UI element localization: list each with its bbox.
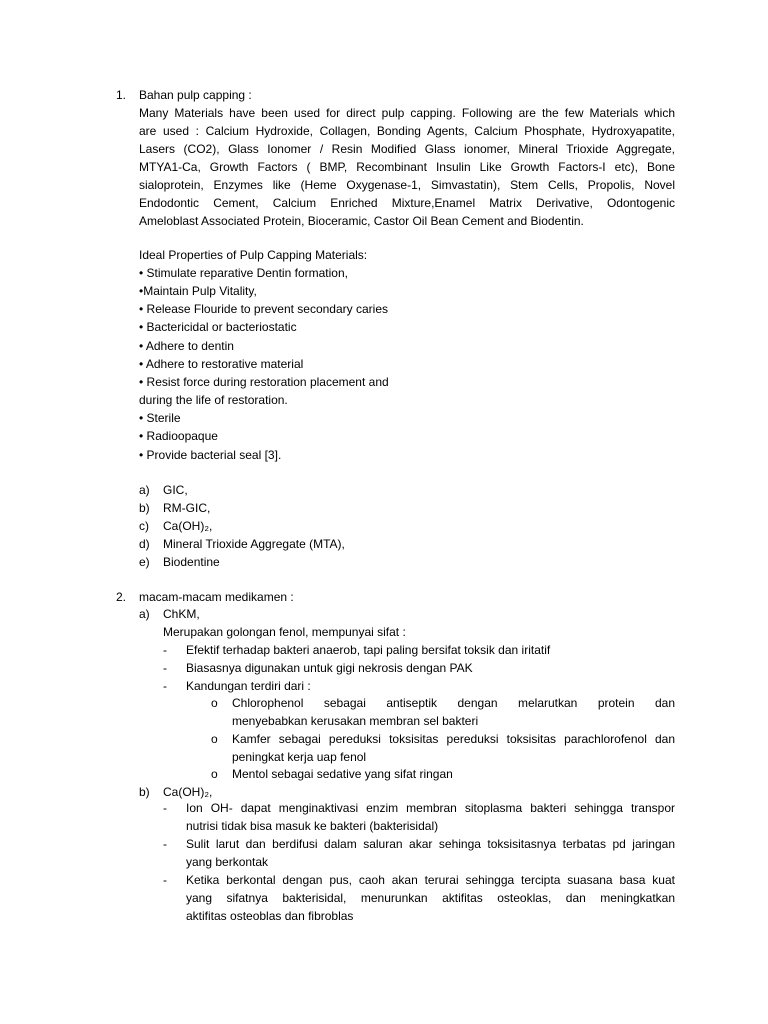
circle-marker: o <box>211 696 218 710</box>
material-label: b) <box>139 501 150 515</box>
section-1-number: 1. <box>116 88 127 102</box>
dash-marker: - <box>163 801 167 815</box>
ideal-property-item: • Release Flouride to prevent secondary caries <box>139 302 388 316</box>
material-item: Ca(OH)₂, <box>163 519 213 533</box>
ideal-property-item: • Radioopaque <box>139 429 218 443</box>
ideal-property-item: during the life of restoration. <box>139 393 288 407</box>
paragraph-line: Many Materials have been used for direct pulp capping. Following are the few Materials which <box>139 106 675 120</box>
dash-marker: - <box>163 873 167 887</box>
paragraph-line: Ameloblast Associated Protein, Bioceramic, Castor Oil Bean Cement and Biodentin. <box>139 214 584 228</box>
property-item: Sulit larut dan berdifusi dalam saluran akar sehinga toksisitasnya terbatas pd jaringan <box>186 837 675 851</box>
medicament-label: b) <box>139 785 150 799</box>
content-sub-item: Chlorophenol sebagai antiseptik dengan melarutkan protein dan <box>232 696 675 710</box>
ideal-property-item: • Stimulate reparative Dentin formation, <box>139 266 348 280</box>
dash-marker: - <box>163 679 167 693</box>
material-item: Mineral Trioxide Aggregate (MTA), <box>163 537 345 551</box>
material-label: c) <box>139 519 149 533</box>
medicament-title: Ca(OH)₂, <box>163 785 213 799</box>
property-item: nutrisi tidak bisa masuk ke bakteri (bakterisidal) <box>186 819 439 833</box>
material-item: RM-GIC, <box>163 501 211 515</box>
property-item: Biasasnya digunakan untuk gigi nekrosis dengan PAK <box>186 661 473 675</box>
dash-marker: - <box>163 837 167 851</box>
medicament-intro: Merupakan golongan fenol, mempunyai sifat : <box>163 625 406 639</box>
medicament-label: a) <box>139 607 150 621</box>
paragraph-line: Endodontic Cement, Calcium Enriched Mixture,Enamel Matrix Derivative, Odontogenic <box>139 196 675 210</box>
property-item: yang berkontak <box>186 855 269 869</box>
section-2-title: macam-macam medikamen : <box>139 590 294 604</box>
ideal-property-item: •Maintain Pulp Vitality, <box>139 284 257 298</box>
circle-marker: o <box>211 732 218 746</box>
ideal-property-item: • Sterile <box>139 411 181 425</box>
property-item: yang sifatnya bakterisidal, menurunkan aktifitas osteoklas, dan meningkatkan <box>186 891 675 905</box>
material-label: e) <box>139 555 150 569</box>
paragraph-line: MTYA1-Ca, Growth Factors ( BMP, Recombinant Insulin Like Growth Factors-I etc), Bone <box>139 160 675 174</box>
medicament-title: ChKM, <box>163 607 200 621</box>
section-1-title: Bahan pulp capping : <box>139 88 252 102</box>
ideal-properties-heading: Ideal Properties of Pulp Capping Materials: <box>139 248 368 262</box>
circle-marker: o <box>211 767 218 781</box>
paragraph-line: are used : Calcium Hydroxide, Collagen, Bonding Agents, Calcium Phosphate, Hydroxyapatite, <box>139 124 675 138</box>
material-label: a) <box>139 483 150 497</box>
paragraph-line: sialoprotein, Enzymes like (Heme Oxygenase-1, Simvastatin), Stem Cells, Propolis, Novel <box>139 178 675 192</box>
ideal-property-item: • Resist force during restoration placement and <box>139 375 389 389</box>
property-item: aktifitas osteoblas dan fibroblas <box>186 909 354 923</box>
content-sub-item: Mentol sebagai sedative yang sifat ringan <box>232 767 453 781</box>
ideal-property-item: • Bactericidal or bacteriostatic <box>139 320 297 334</box>
ideal-property-item: • Adhere to restorative material <box>139 357 304 371</box>
paragraph-line: Lasers (CO2), Glass Ionomer / Resin Modified Glass ionomer, Mineral Trioxide Aggregate, <box>139 142 675 156</box>
property-item: Kandungan terdiri dari : <box>186 679 311 693</box>
property-item: Ion OH- dapat menginaktivasi enzim membran sitoplasma bakteri sehingga transpor <box>186 801 675 815</box>
content-sub-item: Kamfer sebagai pereduksi toksisitas pereduksi toksisitas parachlorofenol dan <box>232 732 675 746</box>
material-label: d) <box>139 537 150 551</box>
content-sub-item: peningkat kerja uap fenol <box>232 750 367 764</box>
property-item: Ketika berkontal dengan pus, caoh akan terurai sehingga tercipta suasana basa kuat <box>186 873 675 887</box>
dash-marker: - <box>163 643 167 657</box>
material-item: Biodentine <box>163 555 220 569</box>
ideal-property-item: • Adhere to dentin <box>139 339 234 353</box>
dash-marker: - <box>163 661 167 675</box>
material-item: GIC, <box>163 483 188 497</box>
content-sub-item: menyebabkan kerusakan membran sel bakteri <box>232 714 479 728</box>
section-2-number: 2. <box>116 590 127 604</box>
property-item: Efektif terhadap bakteri anaerob, tapi paling bersifat toksik dan iritatif <box>186 643 551 657</box>
ideal-property-item: • Provide bacterial seal [3]. <box>139 448 282 462</box>
